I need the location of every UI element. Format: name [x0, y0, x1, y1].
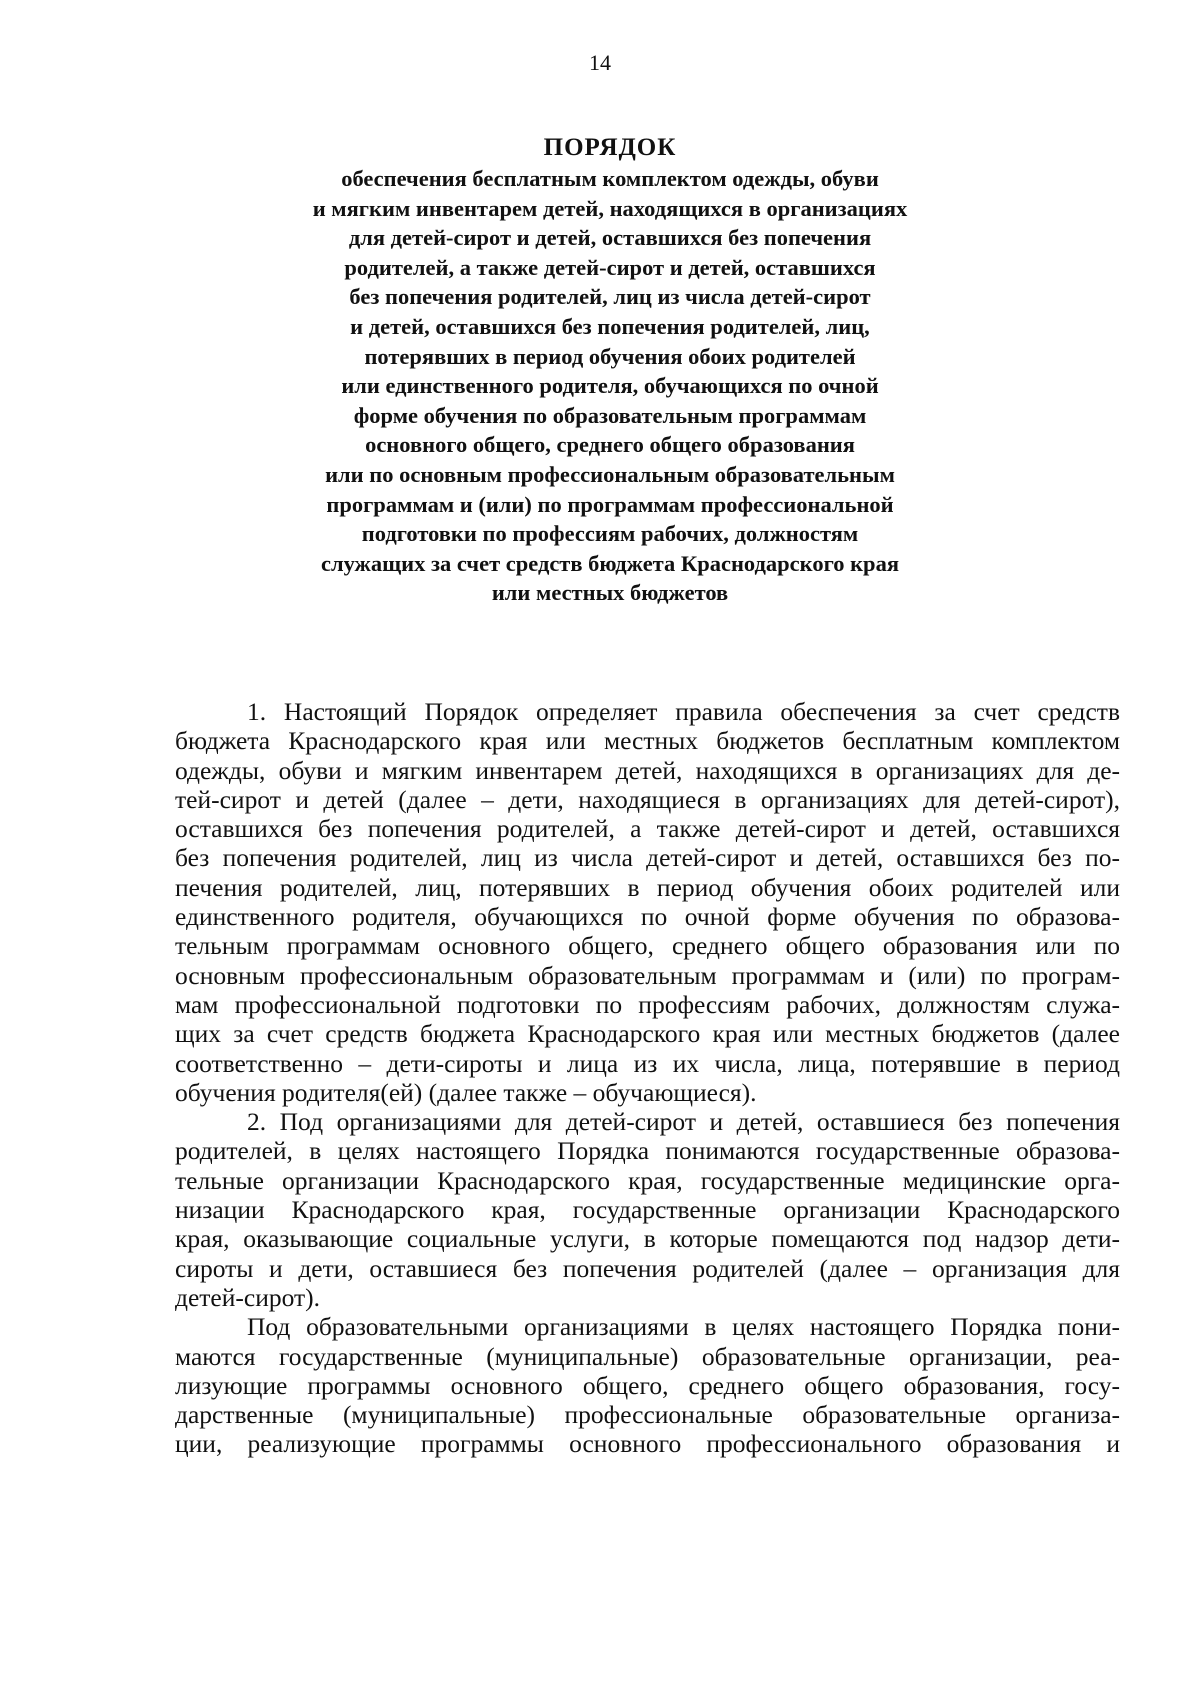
- paragraph-line: одежды, обуви и мягким инвентарем детей, находящихся в организациях для де-: [175, 755, 1120, 785]
- paragraph-line: низации Краснодарского края, государственные организации Краснодарского: [175, 1195, 1120, 1225]
- subtitle-line: или единственного родителя, обучающихся по очной: [341, 373, 879, 399]
- subtitle-line: служащих за счет средств бюджета Краснодарского края: [320, 550, 899, 576]
- paragraph-line: сироты и дети, оставшиеся без попечения родителей (далее – организация для: [175, 1253, 1120, 1283]
- paragraph-line: ции, реализующие программы основного профессионального образования и: [175, 1429, 1120, 1459]
- subtitle-line: форме обучения по образовательным программам: [353, 402, 867, 428]
- subtitle-line: без попечения родителей, лиц из числа детей-сирот: [349, 284, 871, 310]
- paragraph-line: бюджета Краснодарского края или местных бюджетов бесплатным комплектом: [175, 726, 1120, 756]
- subtitle-line: потерявших в период обучения обоих родителей: [364, 343, 856, 369]
- paragraph-line: края, оказывающие социальные услуги, в которые помещаются под надзор дети-: [175, 1224, 1120, 1254]
- subtitle-line: обеспечения бесплатным комплектом одежды, обуви: [341, 166, 879, 191]
- paragraph-line: печения родителей, лиц, потерявших в период обучения обоих родителей или: [175, 872, 1120, 902]
- subtitle-line: подготовки по профессиям рабочих, должностям: [361, 521, 859, 547]
- paragraph-line: оставшихся без попечения родителей, а также детей-сирот и детей, оставшихся: [175, 814, 1120, 844]
- subtitle-line: для детей-сирот и детей, оставшихся без попечения: [348, 225, 872, 251]
- subtitle-line: или по основным профессиональным образовательным: [325, 461, 895, 487]
- subtitle-line: основного общего, среднего общего образования: [365, 432, 855, 458]
- paragraph-line: маются государственные (муниципальные) образовательные организации, реа-: [175, 1341, 1120, 1371]
- document-subtitle: [160, 164, 1060, 608]
- subtitle-line: и детей, оставшихся без попечения родителей, лиц,: [350, 313, 870, 339]
- paragraph-line: щих за счет средств бюджета Краснодарского края или местных бюджетов (далее: [175, 1019, 1120, 1049]
- subtitle-line: родителей, а также детей-сирот и детей, оставшихся: [344, 254, 876, 280]
- document-title-block: [160, 134, 1060, 608]
- document-title: ПОРЯДОК: [543, 134, 677, 161]
- paragraph-line: обучения родителя(ей) (далее также – обучающиеся).: [175, 1077, 757, 1107]
- page-number: 14: [589, 50, 611, 75]
- subtitle-line: и мягким инвентарем детей, находящихся в организациях: [312, 195, 908, 221]
- paragraph-line: основным профессиональным образовательным программам и (или) по програм-: [175, 960, 1120, 990]
- paragraph-line: родителей, в целях настоящего Порядка понимаются государственные образова-: [175, 1136, 1120, 1166]
- paragraph: [175, 1107, 1120, 1312]
- paragraph-line: без попечения родителей, лиц из числа детей-сирот и детей, оставшихся без по-: [175, 843, 1120, 873]
- paragraph-line: дарственные (муниципальные) профессиональные образовательные организа-: [175, 1400, 1120, 1430]
- paragraph-line: 1. Настоящий Порядок определяет правила обеспечения за счет средств: [247, 697, 1120, 726]
- subtitle-line: программам и (или) по программам профессиональной: [326, 491, 894, 517]
- paragraph-line: единственного родителя, обучающихся по очной форме обучения по образова-: [175, 902, 1120, 932]
- paragraph-line: тельные организации Краснодарского края, государственные медицинские орга-: [175, 1165, 1120, 1195]
- document-body: [175, 697, 1120, 1459]
- paragraph-line: соответственно – дети-сироты и лица из их числа, лица, потерявшие в период: [175, 1048, 1120, 1078]
- paragraph-line: мам профессиональной подготовки по профессиям рабочих, должностям служа-: [175, 989, 1120, 1019]
- paragraph-line: лизующие программы основного общего, среднего общего образования, госу-: [175, 1370, 1120, 1400]
- paragraph-line: Под образовательными организациями в целях настоящего Порядка пони-: [247, 1312, 1120, 1342]
- paragraph-line: 2. Под организациями для детей-сирот и детей, оставшиеся без попечения: [247, 1107, 1120, 1137]
- subtitle-line: или местных бюджетов: [491, 580, 729, 606]
- paragraph-line: детей-сирот).: [175, 1282, 321, 1312]
- paragraph: [175, 697, 1120, 1107]
- paragraph-line: тей-сирот и детей (далее – дети, находящиеся в организациях для детей-сирот),: [175, 784, 1120, 814]
- paragraph-line: тельным программам основного общего, среднего общего образования или по: [175, 931, 1120, 961]
- paragraph: [175, 1312, 1120, 1458]
